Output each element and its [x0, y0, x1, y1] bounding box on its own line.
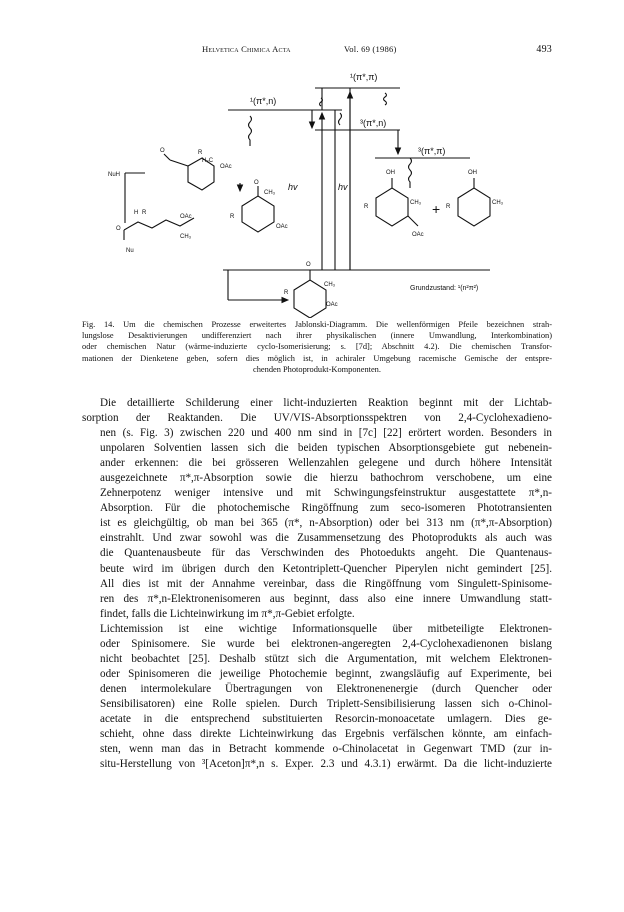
text-line: oder Spinisomeren die jeweilige Photochemie beginnt, zwangsläufig auf Experimente, bei [100, 667, 552, 680]
body-text [82, 396, 552, 772]
label-ch3-chain: CH₃ [180, 234, 192, 240]
label-oac-resorcinol: OAc [412, 232, 424, 238]
plus-sign: + [432, 201, 441, 217]
label-ch3-bicyclic: CH₃ [264, 190, 276, 196]
label-o-ketene: O [160, 148, 165, 154]
label-h-chain: H [134, 210, 139, 216]
text-line: denen intermolekulare Übertragungen von Elektronenenergie (durch Quencher oder [100, 682, 552, 695]
label-oac-bicyclic: OAc [276, 224, 288, 230]
journal-name: Helvetica Chimica Acta [202, 44, 291, 54]
text-line: sten, wenn man das in Betracht kommende o-Chinolacetat in Gegenwart TMD (zur in- [100, 743, 552, 756]
label-r-resorcinol: R [364, 204, 369, 210]
label-h3c: H₃C [202, 158, 214, 164]
text-line: ist es gleichgültig, ob man bei 365 (π*, n-Absorption) oder bei 313 nm (π*,π-Absorption) [100, 517, 552, 530]
caption-line: lungslose Desaktivierungen undifferenziert nach ihrer physikalischen (innere Umwandlung, Interkombination) [82, 331, 552, 341]
text-line: acetate in die entsprechend substituierten Resorcin-monoacetate umlagern. Dies ge- [100, 712, 552, 725]
label-oh-resorcinol: OH [386, 170, 395, 176]
jablonski-diagram-figure [80, 58, 550, 318]
text-line: oder Spinisomere. Sie wurde bei elektronen-angeregten 2,4-Cyclohexadienonen bislang [100, 637, 552, 650]
caption-line: Fig. 14. Um die chemischen Prozesse erweitertes Jablonski-Diagramm. Die wellenförmigen Pfeile bezeichnen strah- [82, 320, 552, 329]
label-nuh: NuH [108, 172, 121, 178]
text-line: nen (s. Fig. 3) zwischen 220 und 400 nm sind in [7c] [22] erörtert worden. Besonders in [100, 427, 552, 440]
label-oh-phenol: OH [468, 170, 477, 176]
label-r-ground: R [284, 290, 289, 296]
text-line: situ-Herstellung von ³[Aceton]π*,n s. Exper. 2.3 und 4.3.1) erwärmt. Da die licht-induzierte [100, 758, 552, 771]
label-ch3-ground: CH₃ [324, 282, 336, 288]
label-ch3-phenol: CH₃ [492, 200, 504, 206]
label-s1-npi: ¹(π*,n) [250, 96, 277, 106]
label-o-bicyclic: O [254, 180, 259, 186]
label-r-chain: R [142, 210, 147, 216]
page-number: 493 [536, 44, 552, 55]
volume-info: Vol. 69 (1986) [344, 44, 397, 54]
paragraph-1 [82, 396, 552, 622]
paragraph-2 [82, 622, 552, 772]
text-line: schieht, ohne dass direkte Lichteinwirkung das Ergebnis verfälschen könnte, am einfach- [100, 728, 552, 741]
label-ground-state: Grundzustand: ¹(n²π²) [410, 285, 479, 292]
caption-line: chenden Photoprodukt-Komponenten. [253, 364, 381, 374]
text-line: ausgezeichnete π*,π-Absorption sowie die hierzu bathochrom verschobene, um eine [100, 472, 552, 485]
label-oac-ketene: OAc [220, 164, 232, 170]
text-line: beute wird im übrigen durch den Ketontriplett-Quencher Piperylen nicht gemindert [25]. [100, 562, 552, 575]
label-oac-chain: OAc [180, 214, 192, 220]
text-line: Zehnerpotenz weniger intensive und mit Schwingungsfeinstruktur ausgestattete π*,n- [100, 487, 552, 500]
label-r-bicyclic: R [230, 214, 235, 220]
label-ch3-resorcinol: CH₃ [410, 200, 422, 206]
label-r-phenol: R [446, 204, 451, 210]
label-r-ketene: R [198, 150, 203, 156]
caption-line: mationen der Dienketene geben, sofern dies möglich ist, in achiraler Umgebung racemische Gemische der entspre- [82, 353, 552, 363]
text-line: die Quantenausbeute für das Verschwinden des Photoedukts angeht. Die Quantenaus- [100, 547, 552, 560]
text-line: sorption der Reaktanden. Die UV/VIS-Absorptionsspektren von 2,4-Cyclohexadieno- [82, 412, 552, 425]
label-s1-pipi: ¹(π*,π) [350, 72, 378, 82]
text-line: All dies ist mit der Annahme vereinbar, dass die Ringöffnung vom Singulett-Spinisome- [100, 577, 552, 590]
label-nu: Nu [126, 248, 134, 254]
text-line: Absorption. Für die photochemische Ringöffnung zum seco-isomeren Phototransienten [100, 502, 552, 515]
label-t3-npi: ³(π*,n) [360, 118, 387, 128]
figure-caption [82, 319, 552, 375]
text-line: unpolaren Solventien lassen sich die beiden typischen Absorptionsgebiete gut nebenein- [100, 442, 552, 455]
label-hv-1: hv [288, 182, 298, 192]
text-line: Die detaillierte Schilderung einer licht-induzierten Reaktion beginnt mit der Lichtab- [100, 397, 552, 409]
label-hv-2: hv [338, 182, 348, 192]
text-line: einstrahlt. Und zwar sowohl was die Zusammensetzung des Photoprodukts als auch was [100, 532, 552, 545]
label-t3-pipi: ³(π*,π) [418, 146, 446, 156]
label-o-chain: O [116, 226, 121, 232]
text-line: ander erkennen: die bei grösseren Wellenzahlen gelegene und durch höhere Intensität [100, 457, 552, 470]
text-line: ren des π*,n-Elektronenisomeren aus beginnt, dass also eine innere Umwandlung statt- [100, 592, 552, 605]
text-line: findet, falls die Lichteinwirkung im π*,π-Gebiet erfolgte. [100, 607, 355, 620]
caption-line: oder chemischen Natur (wärme-induzierte cyclo-Isomerisierung; s. [7d]; Abschnitt 4.2). Die chemischen Transfor- [82, 342, 552, 352]
text-line: nicht beobachtet [25]. Deshalb stützt sich die Argumentation, mit welchem Elektronen- [100, 652, 552, 665]
label-o-ground: O [306, 262, 311, 268]
jablonski-diagram [80, 58, 550, 318]
text-line: Sensibilisatoren) eine Rolle spielen. Durch Triplett-Sensibilisierung lassen sich o-Chinol- [100, 697, 552, 710]
text-line: Lichtemission ist eine wichtige Informationsquelle über mitbeteiligte Elektronen- [100, 622, 552, 635]
label-oac-ground: OAc [326, 302, 338, 308]
